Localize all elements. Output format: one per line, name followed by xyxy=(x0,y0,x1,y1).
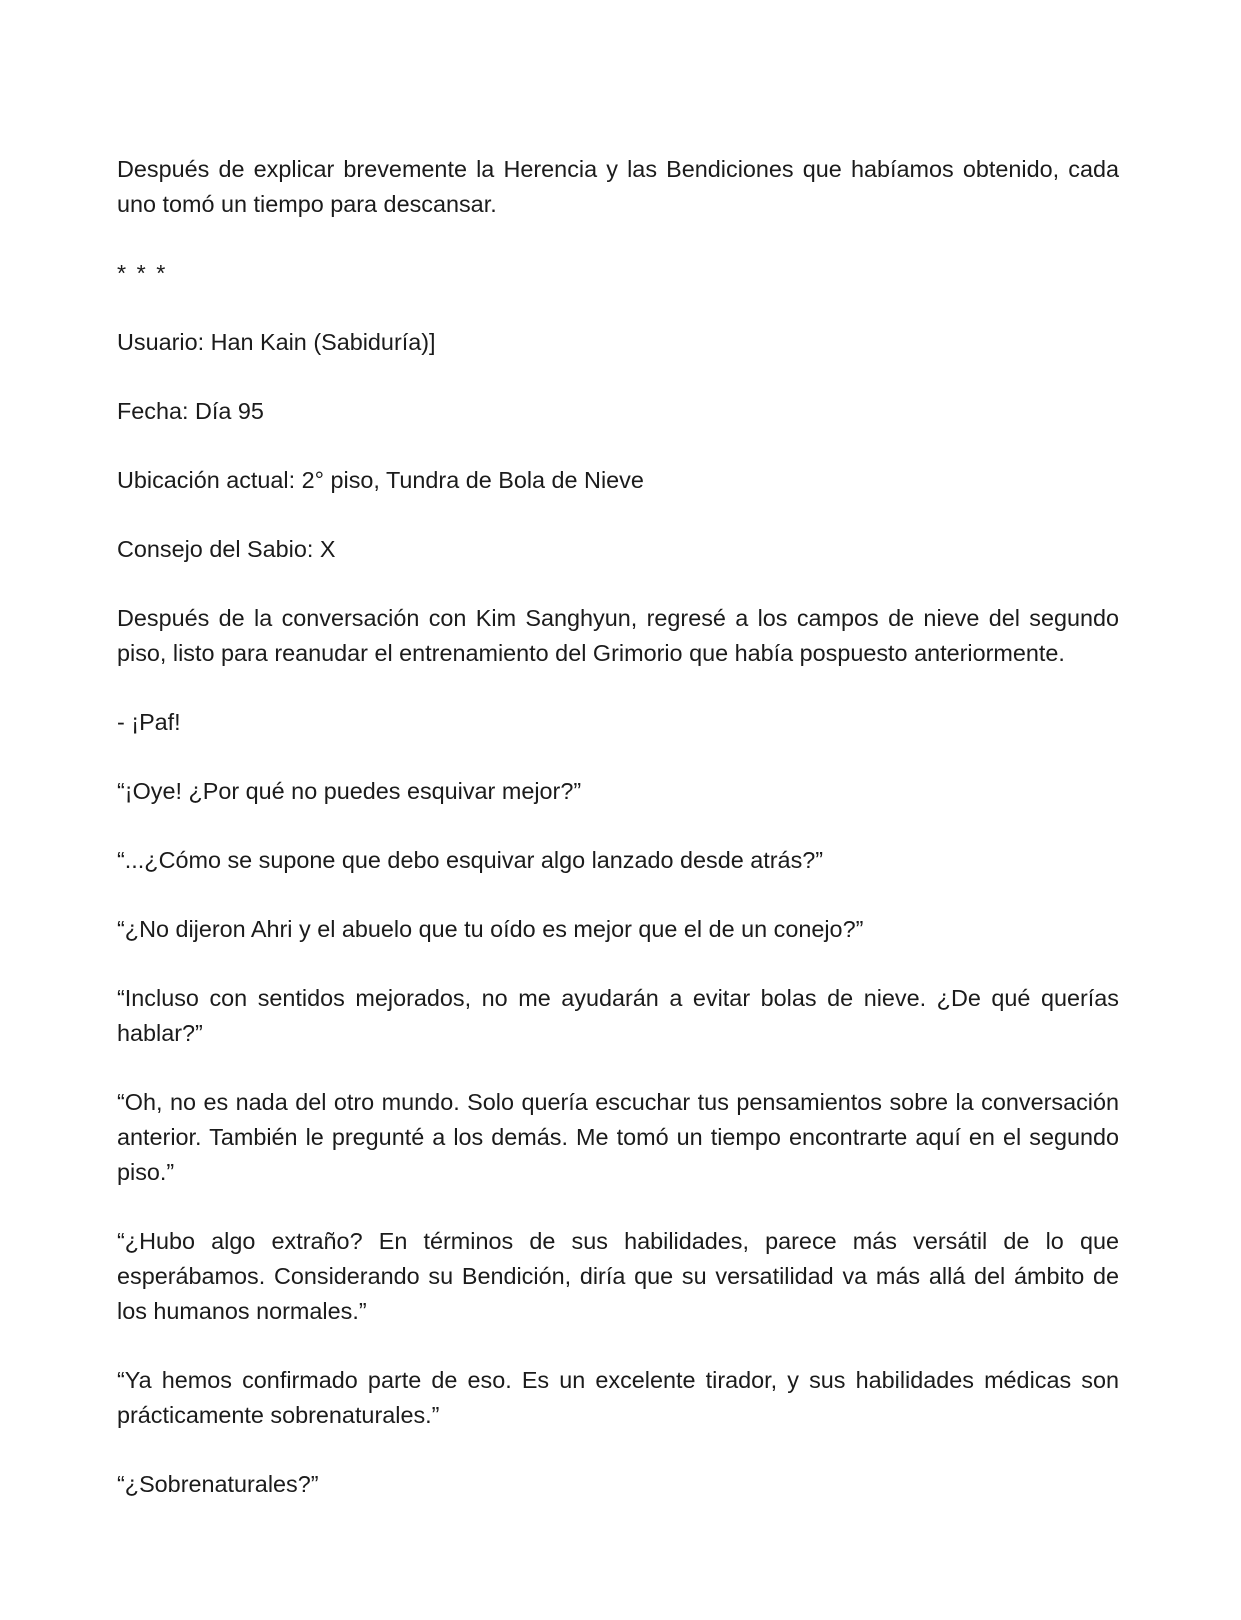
status-date: Fecha: Día 95 xyxy=(117,398,264,424)
status-location: Ubicación actual: 2° piso, Tundra de Bola de Nieve xyxy=(117,467,644,493)
paragraph: Después de la conversación con Kim Sanghyun, regresé a los campos de nieve del segundo piso, listo para reanudar el entrenamiento del Grimorio que había pospuesto anteriormente. xyxy=(117,605,1119,666)
dialogue-line: “¿Hubo algo extraño? En términos de sus habilidades, parece más versátil de lo que esperábamos. Considerando su Bendición, diría que su versatilidad va más allá del ámbito de los humanos normales.” xyxy=(117,1228,1119,1324)
sound-effect: - ¡Paf! xyxy=(117,709,181,735)
dialogue-line: “¡Oye! ¿Por qué no puedes esquivar mejor?” xyxy=(117,778,582,804)
dialogue-line: “Incluso con sentidos mejorados, no me ayudarán a evitar bolas de nieve. ¿De qué querías hablar?” xyxy=(117,985,1119,1046)
dialogue-line: “...¿Cómo se supone que debo esquivar algo lanzado desde atrás?” xyxy=(117,847,824,873)
scene-separator: * * * xyxy=(117,260,168,286)
dialogue-line: “¿Sobrenaturales?” xyxy=(117,1471,319,1497)
dialogue-line: “Oh, no es nada del otro mundo. Solo quería escuchar tus pensamientos sobre la conversación anterior. También le pregunté a los demás. Me tomó un tiempo encontrarte aquí en el segundo piso.” xyxy=(117,1089,1119,1185)
dialogue-line: “¿No dijeron Ahri y el abuelo que tu oído es mejor que el de un conejo?” xyxy=(117,916,864,942)
dialogue-line: “Ya hemos confirmado parte de eso. Es un excelente tirador, y sus habilidades médicas son prácticamente sobrenaturales.” xyxy=(117,1367,1119,1428)
status-sage-advice: Consejo del Sabio: X xyxy=(117,536,336,562)
paragraph: Después de explicar brevemente la Herencia y las Bendiciones que habíamos obtenido, cada uno tomó un tiempo para descansar. xyxy=(117,156,1119,217)
status-user: Usuario: Han Kain (Sabiduría)] xyxy=(117,329,436,355)
document-page xyxy=(117,152,1119,1536)
